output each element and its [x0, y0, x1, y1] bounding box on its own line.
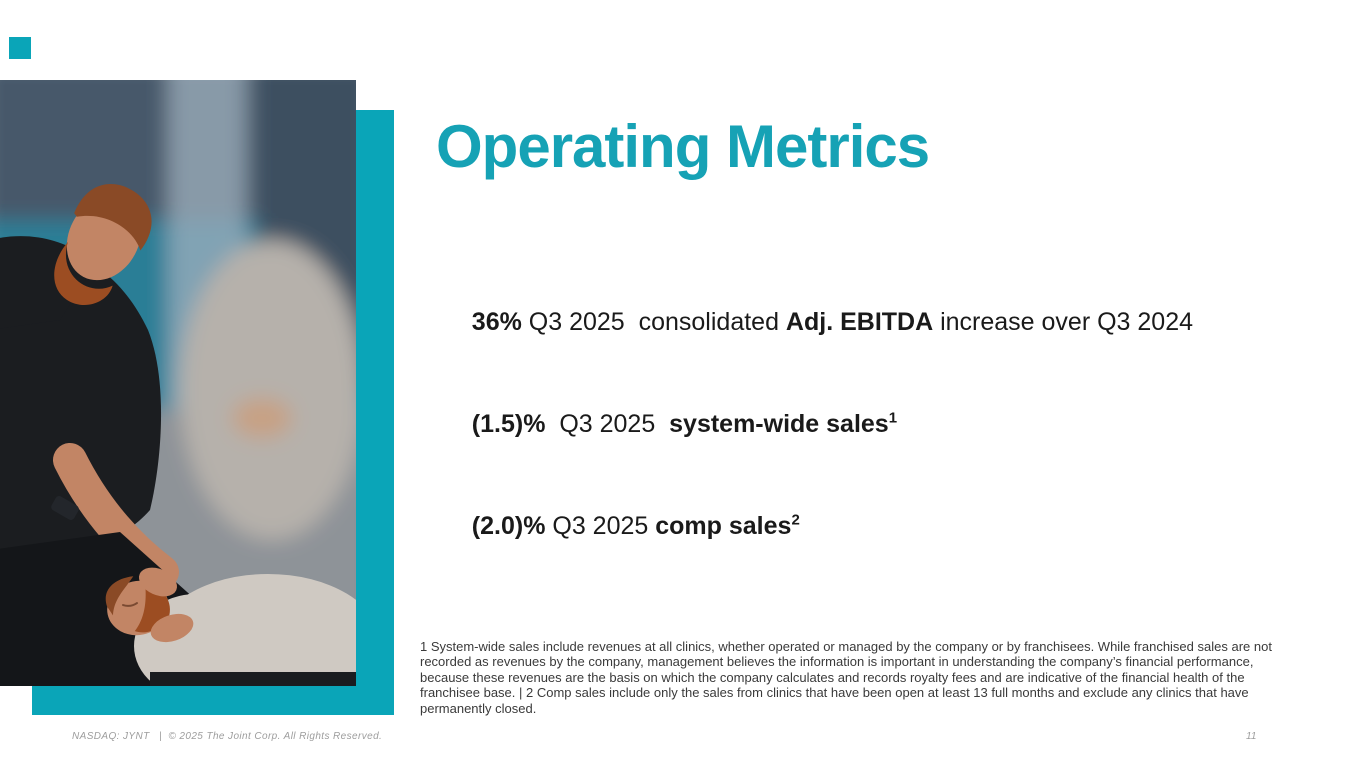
metric-highlight: Adj. EBITDA — [785, 308, 934, 336]
metric-highlight: comp sales — [655, 512, 792, 540]
metric-value: (2.0)% — [471, 512, 546, 540]
metric-text: Q3 2025 — [545, 512, 656, 540]
clinic-photo — [0, 80, 356, 686]
page-number: 11 — [1246, 731, 1257, 742]
metric-line-comp-sales — [444, 483, 800, 570]
footnote-text: 1 System-wide sales include revenues at all clinics, whether operated or managed by the company or by franchisees. While franchised sales are not recorded as revenues by the company, management believes the information is important in understanding the company’s financial performance, because these revenues are the basis on which the company calculates and records royalty fees and are indicative of the financial health of the franchisee base. | 2 Comp sales include only the sales from clinics that have been open at least 13 full months and exclude any clinics that have permanently closed. — [420, 639, 1272, 716]
metric-text: Q3 2025 — [545, 410, 670, 438]
footer-copyright: NASDAQ: JYNT | © 2025 The Joint Corp. All Rights Reserved. — [72, 731, 383, 742]
footnote-marker: 2 — [791, 511, 800, 529]
metric-value: 36% — [471, 308, 522, 336]
metric-value: (1.5)% — [471, 410, 546, 438]
accent-corner-square — [9, 37, 31, 59]
metric-line-ebitda — [444, 279, 1193, 366]
metric-line-system-wide-sales — [444, 381, 897, 468]
footnote-marker: 1 — [888, 409, 898, 427]
metric-text: increase over Q3 2024 — [933, 308, 1194, 336]
metric-highlight: system-wide sales — [669, 410, 889, 438]
page-title: Operating Metrics — [436, 113, 930, 180]
metric-text: Q3 2025 consolidated — [521, 308, 786, 336]
